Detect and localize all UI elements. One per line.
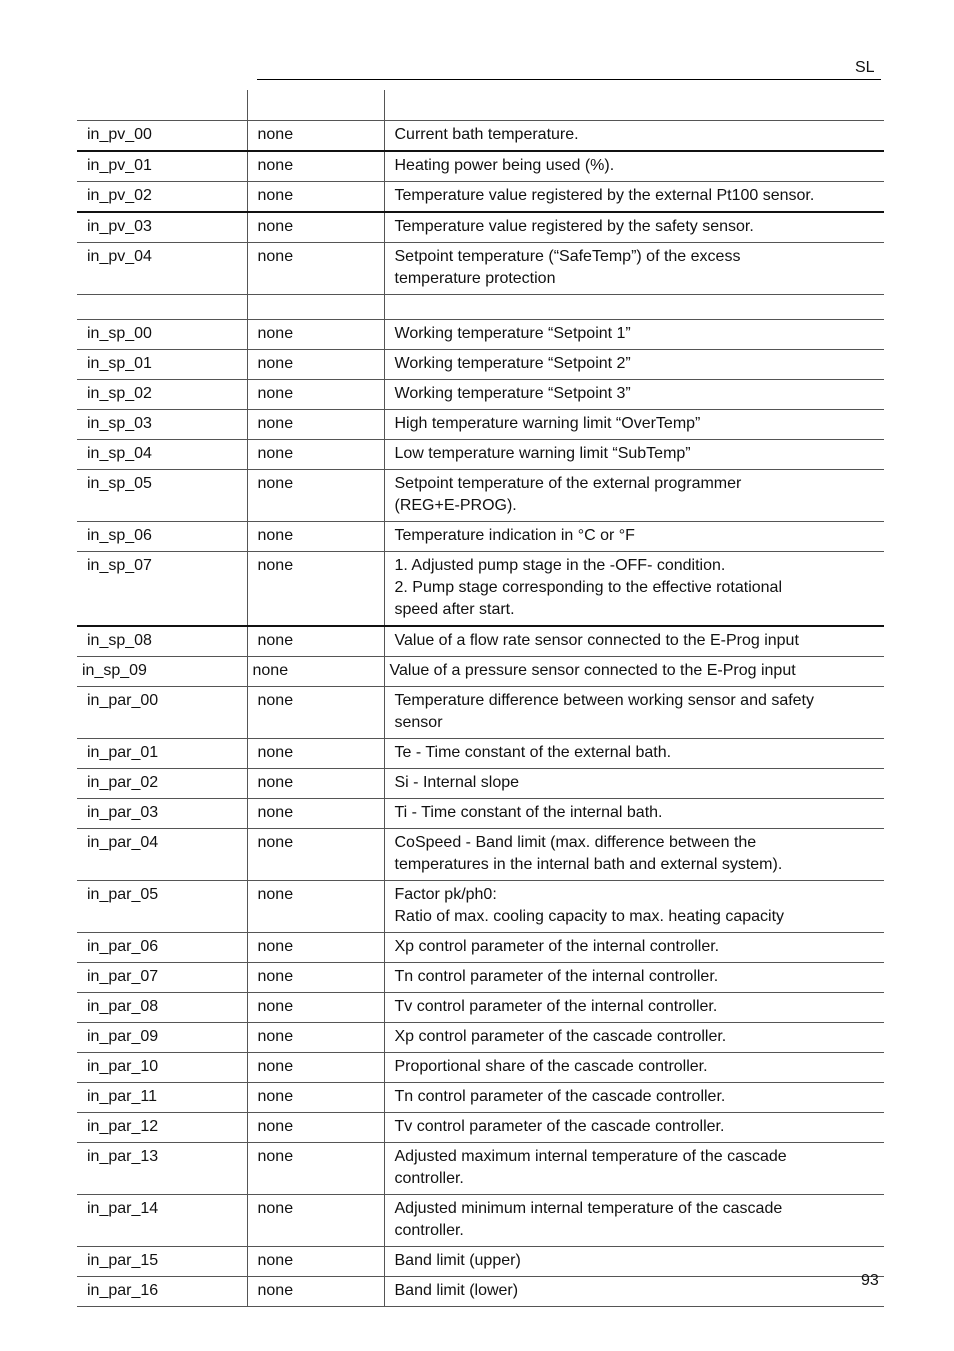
description-line: Working temperature “Setpoint 1” (394, 325, 631, 342)
parameter-name: in_par_12 (77, 1113, 247, 1143)
description-line: (REG+E-PROG). (394, 497, 517, 514)
parameter-name: in_par_11 (77, 1083, 247, 1113)
description-line: Value of a pressure sensor connected to the E-Prog input (389, 662, 796, 679)
parameter-access: none (247, 182, 384, 213)
description-line: Adjusted minimum internal temperature of the cascade (394, 1200, 783, 1217)
parameter-name: in_pv_02 (77, 182, 247, 213)
parameter-name: in_par_03 (77, 799, 247, 829)
parameter-name: in_par_16 (77, 1277, 247, 1307)
parameter-description (384, 350, 884, 380)
table-row (77, 1113, 884, 1143)
table-row (77, 1053, 884, 1083)
parameter-access: none (247, 1277, 384, 1307)
description-line: 1. Adjusted pump stage in the -OFF- condition. (394, 557, 726, 574)
description-line: Low temperature warning limit “SubTemp” (394, 445, 691, 462)
table-row (77, 626, 884, 657)
spacer-cell (247, 295, 384, 320)
parameter-access: none (247, 121, 384, 152)
table-row (77, 1277, 884, 1307)
description-line: Tn control parameter of the internal controller. (394, 968, 719, 985)
parameter-name: in_sp_04 (77, 440, 247, 470)
parameter-description (384, 963, 884, 993)
description-line: Working temperature “Setpoint 2” (394, 355, 631, 372)
table-row (77, 881, 884, 933)
parameter-name: in_par_02 (77, 769, 247, 799)
parameter-name: in_sp_07 (77, 552, 247, 627)
description-line: Tv control parameter of the internal controller. (394, 998, 718, 1015)
language-code: SL (855, 59, 875, 76)
parameter-name: in_par_13 (77, 1143, 247, 1195)
parameter-access: none (247, 1247, 384, 1277)
table-row (77, 687, 884, 739)
description-line: Working temperature “Setpoint 3” (394, 385, 631, 402)
parameter-description (384, 1195, 884, 1247)
description-line: Te - Time constant of the external bath. (394, 744, 672, 761)
parameter-name: in_sp_09 (77, 657, 247, 687)
parameter-description (384, 799, 884, 829)
table-row (77, 522, 884, 552)
parameter-access: none (247, 1113, 384, 1143)
description-line: Proportional share of the cascade controller. (394, 1058, 708, 1075)
description-line: temperatures in the internal bath and external system). (394, 856, 783, 873)
description-line: Ti - Time constant of the internal bath. (394, 804, 663, 821)
parameter-access: none (247, 151, 384, 182)
table-row (77, 963, 884, 993)
description-line: sensor (394, 714, 443, 731)
parameter-name: in_par_00 (77, 687, 247, 739)
description-line: Setpoint temperature (“SafeTemp”) of the excess (394, 248, 741, 265)
parameter-description (384, 687, 884, 739)
parameter-access: none (247, 243, 384, 295)
parameter-description (384, 320, 884, 350)
parameter-name: in_par_04 (77, 829, 247, 881)
table-row (77, 1195, 884, 1247)
table-row (77, 151, 884, 182)
parameter-access: none (247, 626, 384, 657)
description-line: Adjusted maximum internal temperature of the cascade (394, 1148, 787, 1165)
header-rule (257, 79, 881, 80)
parameter-description (384, 1083, 884, 1113)
table-row (77, 739, 884, 769)
parameter-description (384, 522, 884, 552)
table-header-row (77, 90, 884, 121)
parameter-access: none (247, 212, 384, 243)
parameter-description (384, 212, 884, 243)
table-header-cell (247, 90, 384, 121)
parameter-name: in_sp_01 (77, 350, 247, 380)
parameter-access: none (247, 769, 384, 799)
parameter-access: none (247, 657, 384, 687)
table-row (77, 1023, 884, 1053)
description-line: controller. (394, 1170, 464, 1187)
parameter-access: none (247, 552, 384, 627)
parameter-name: in_sp_06 (77, 522, 247, 552)
parameter-description (384, 552, 884, 627)
parameter-name: in_sp_05 (77, 470, 247, 522)
parameter-description (384, 1247, 884, 1277)
table-row (77, 657, 884, 687)
parameter-access: none (247, 993, 384, 1023)
parameter-description (384, 440, 884, 470)
description-line: Band limit (lower) (394, 1282, 519, 1299)
table-header-cell (77, 90, 247, 121)
parameter-name: in_par_06 (77, 933, 247, 963)
parameter-access: none (247, 799, 384, 829)
parameter-name: in_par_08 (77, 993, 247, 1023)
parameter-name: in_par_07 (77, 963, 247, 993)
parameter-name: in_pv_04 (77, 243, 247, 295)
parameter-description (384, 151, 884, 182)
table-row (77, 350, 884, 380)
parameter-access: none (247, 410, 384, 440)
table-row (77, 320, 884, 350)
table-row (77, 380, 884, 410)
parameter-name: in_sp_00 (77, 320, 247, 350)
description-line: Factor pk/ph0: (394, 886, 497, 903)
description-line: temperature protection (394, 270, 556, 287)
table-row (77, 212, 884, 243)
table-row (77, 410, 884, 440)
description-line: speed after start. (394, 601, 515, 618)
page-number: 93 (861, 1272, 879, 1289)
spacer-row (77, 295, 884, 320)
parameter-description (384, 769, 884, 799)
description-line: Current bath temperature. (394, 126, 579, 143)
description-line: Band limit (upper) (394, 1252, 521, 1269)
spacer-cell (77, 295, 247, 320)
parameter-description (384, 410, 884, 440)
parameter-description (384, 1113, 884, 1143)
description-line: Setpoint temperature of the external programmer (394, 475, 742, 492)
table-row (77, 769, 884, 799)
description-line: Ratio of max. cooling capacity to max. heating capacity (394, 908, 785, 925)
table-row (77, 1247, 884, 1277)
parameter-description (384, 380, 884, 410)
spacer-cell (384, 295, 884, 320)
parameter-name: in_sp_03 (77, 410, 247, 440)
parameter-description (384, 470, 884, 522)
parameter-name: in_pv_01 (77, 151, 247, 182)
table-row (77, 1083, 884, 1113)
parameter-access: none (247, 350, 384, 380)
parameter-description (384, 739, 884, 769)
parameter-description (384, 993, 884, 1023)
table-row (77, 182, 884, 213)
parameter-access: none (247, 829, 384, 881)
description-line: Xp control parameter of the internal controller. (394, 938, 720, 955)
description-line: CoSpeed - Band limit (max. difference between the (394, 834, 757, 851)
parameter-access: none (247, 963, 384, 993)
parameter-table (77, 90, 884, 1307)
description-line: Temperature value registered by the external Pt100 sensor. (394, 187, 815, 204)
parameter-access: none (247, 687, 384, 739)
parameter-access: none (247, 933, 384, 963)
table-row (77, 799, 884, 829)
description-line: Temperature value registered by the safety sensor. (394, 218, 754, 235)
description-line: Temperature difference between working sensor and safety (394, 692, 814, 709)
table-row (77, 440, 884, 470)
parameter-description (384, 626, 884, 657)
parameter-description (384, 121, 884, 152)
parameter-name: in_pv_03 (77, 212, 247, 243)
parameter-name: in_par_05 (77, 881, 247, 933)
parameter-access: none (247, 380, 384, 410)
parameter-access: none (247, 1195, 384, 1247)
table-row (77, 470, 884, 522)
description-line: Xp control parameter of the cascade controller. (394, 1028, 727, 1045)
parameter-access: none (247, 1083, 384, 1113)
description-line: High temperature warning limit “OverTemp” (394, 415, 701, 432)
table-row (77, 933, 884, 963)
parameter-name: in_sp_02 (77, 380, 247, 410)
parameter-description (384, 829, 884, 881)
parameter-name: in_par_10 (77, 1053, 247, 1083)
parameter-access: none (247, 739, 384, 769)
description-line: Tn control parameter of the cascade controller. (394, 1088, 726, 1105)
description-line: Value of a flow rate sensor connected to the E-Prog input (394, 632, 799, 649)
parameter-description (384, 657, 884, 687)
parameter-description (384, 1143, 884, 1195)
description-line: Si - Internal slope (394, 774, 520, 791)
parameter-access: none (247, 1053, 384, 1083)
table-row (77, 243, 884, 295)
parameter-description (384, 1023, 884, 1053)
parameter-description (384, 182, 884, 213)
description-line: controller. (394, 1222, 464, 1239)
parameter-access: none (247, 881, 384, 933)
parameter-name: in_pv_00 (77, 121, 247, 152)
parameter-name: in_sp_08 (77, 626, 247, 657)
description-line: 2. Pump stage corresponding to the effective rotational (394, 579, 782, 596)
table-row (77, 1143, 884, 1195)
description-line: Heating power being used (%). (394, 157, 615, 174)
parameter-name: in_par_15 (77, 1247, 247, 1277)
description-line: Tv control parameter of the cascade controller. (394, 1118, 725, 1135)
parameter-name: in_par_14 (77, 1195, 247, 1247)
table-row (77, 829, 884, 881)
parameter-access: none (247, 1023, 384, 1053)
parameter-description (384, 243, 884, 295)
table-row (77, 552, 884, 627)
parameter-description (384, 1053, 884, 1083)
parameter-name: in_par_01 (77, 739, 247, 769)
parameter-access: none (247, 522, 384, 552)
parameter-access: none (247, 440, 384, 470)
parameter-description (384, 881, 884, 933)
parameter-table-body (77, 90, 884, 1307)
table-row (77, 993, 884, 1023)
description-line: Temperature indication in °C or °F (394, 527, 635, 544)
parameter-description (384, 1277, 884, 1307)
table-row (77, 121, 884, 152)
parameter-access: none (247, 470, 384, 522)
parameter-access: none (247, 1143, 384, 1195)
table-header-cell (384, 90, 884, 121)
parameter-name: in_par_09 (77, 1023, 247, 1053)
parameter-description (384, 933, 884, 963)
parameter-access: none (247, 320, 384, 350)
